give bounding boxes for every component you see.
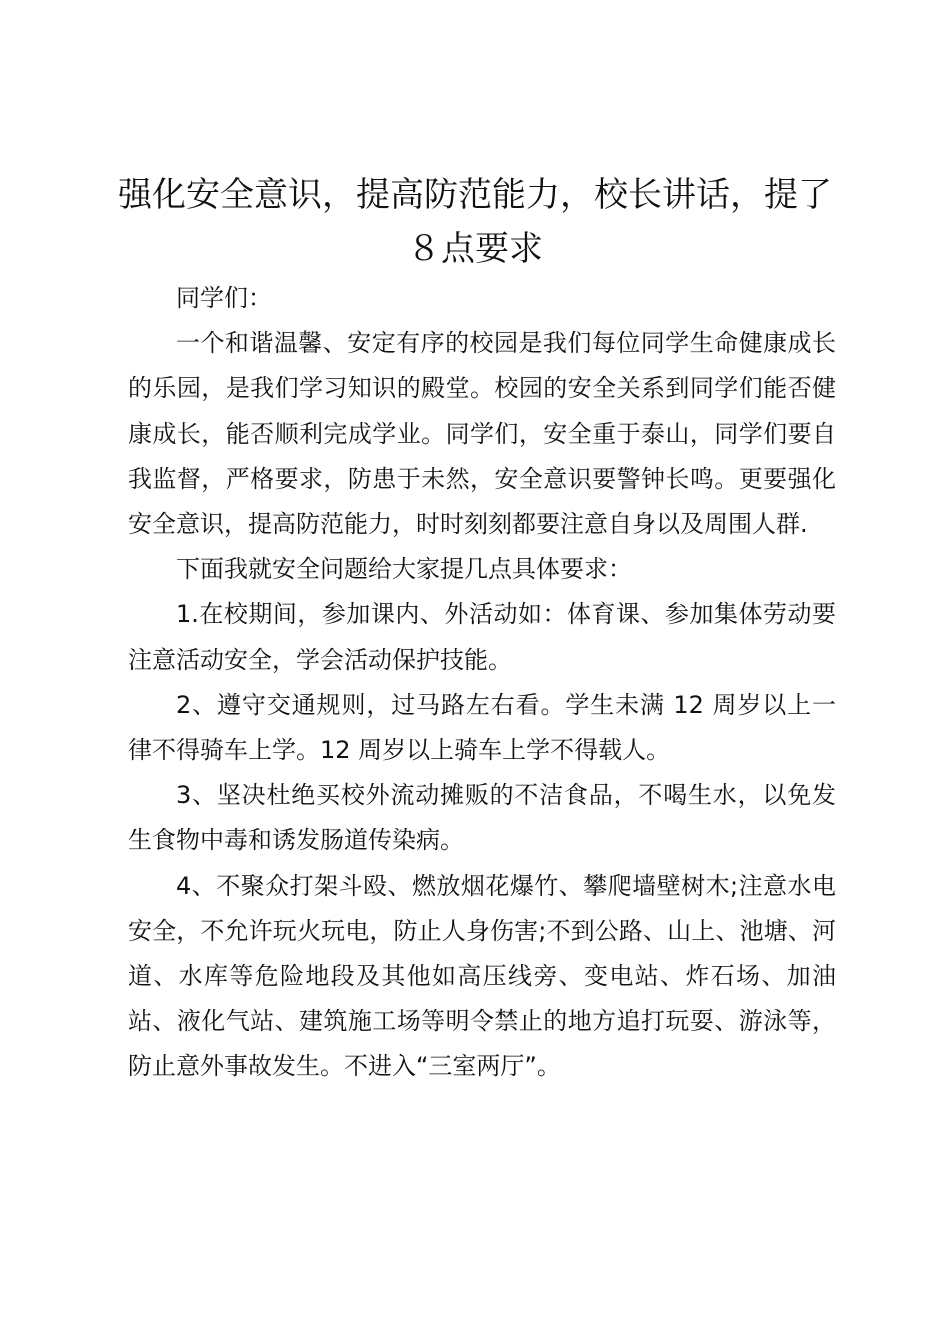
requirement-1-paragraph: 1.在校期间，参加课内、外活动如：体育课、参加集体劳动要注意活动安全，学会活动保护技能。 <box>128 600 836 674</box>
document-body <box>128 276 836 1090</box>
requirements-intro-paragraph: 下面我就安全问题给大家提几点具体要求： <box>176 555 632 584</box>
intro-paragraph: 一个和谐温馨、安定有序的校园是我们每位同学生命健康成长的乐园，是我们学习知识的殿堂。校园的安全关系到同学们能否健康成长，能否顺利完成学业。同学们，安全重于泰山，同学们要自我监督，严格要求，防患于未然，安全意识要警钟长鸣。更要强化安全意识，提高防范能力，时时刻刻都要注意自身以及周围人群. <box>128 329 836 539</box>
document-title: 强化安全意识，提高防范能力，校长讲话，提了８点要求 <box>118 175 832 269</box>
salutation-paragraph: 同学们： <box>176 284 272 312</box>
requirement-2-paragraph: 2、遵守交通规则，过马路左右看。学生未满 12 周岁以上一律不得骑车上学。12 周岁以上骑车上学不得载人。 <box>128 690 836 765</box>
requirement-3-paragraph: 3、坚决杜绝买校外流动摊贩的不洁食品，不喝生水，以免发生食物中毒和诱发肠道传染病。 <box>128 781 836 855</box>
requirement-4-paragraph: 4、不聚众打架斗殴、燃放烟花爆竹、攀爬墙壁树木;注意水电安全，不允许玩火玩电，防止人身伤害;不到公路、山上、池塘、河道、水库等危险地段及其他如高压线旁、变电站、炸石场、加油站、液化气站、建筑施工场等明令禁止的地方追打玩耍、游泳等，防止意外事故发生。不进入“三室两厅”。 <box>128 871 836 1081</box>
